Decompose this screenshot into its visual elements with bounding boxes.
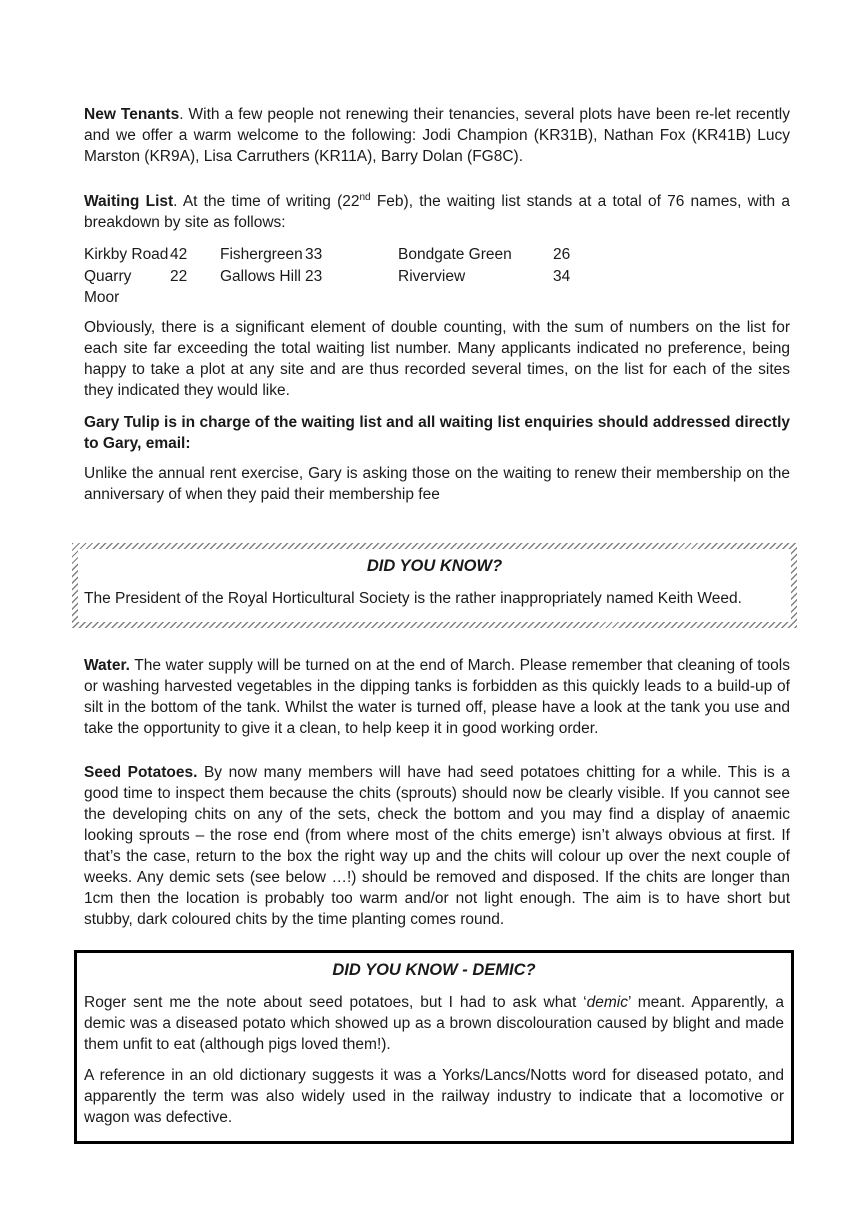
table-cell-site: Riverview (398, 267, 466, 285)
table-cell-count: 42 (170, 246, 188, 263)
did-you-know-title: DID YOU KNOW? (366, 556, 503, 575)
demic-paragraph-1 (84, 992, 784, 1055)
waiting-list-text-after-superscript: Feb), the waiting list stands at a total of 76 names, with a breakdown by site as follows: (84, 193, 790, 231)
new-tenants-heading: New Tenants (84, 106, 180, 123)
table-cell-site: Bondgate Green (398, 246, 512, 263)
seed-potatoes-heading: Seed Potatoes. (84, 763, 198, 781)
demic-box (74, 950, 794, 1144)
table-cell-count: 22 (170, 267, 188, 285)
water-heading: Water. (84, 656, 130, 674)
table-cell-site: Quarry Moor (84, 267, 132, 306)
table-cell-count: 34 (553, 267, 571, 285)
did-you-know-box (72, 543, 797, 628)
new-tenants-text: . With a few people not renewing their tenancies, several plots have been re-let recently and we offer a warm welcome to the following: Jodi Champion (KR31B), Nathan Fox (KR41B) Lucy Marston (KR9A), Lisa Carruthers (KR11A), Barry Dolan (FG8C). (84, 106, 790, 165)
seed-potatoes-text: By now many members will have had seed potatoes chitting for a while. This is a good time to inspect them because the chits (sprouts) should now be clearly visible. If you cannot see the developing chits on any of the sets, check the bottom and you may find a display of anaemic looking sprouts – the rose end (from where most of the chits emerge) isn’t always obvious at first. If that’s the case, return to the box the right way up and the chits will colour up over the next couple of weeks. Any demic sets (see below …!) should be removed and disposed. If the chits are longer than 1cm then the location is probably too warm and/or not light enough. The aim is to have short but stubby, dark coloured chits by the time planting comes round. (84, 763, 790, 928)
table-cell-count: 26 (553, 246, 571, 263)
demic-p1-after-italic: ’ meant. Apparently, a demic was a diseased potato which showed up as a brown discolouration caused by blight and made them unfit to eat (although pigs loved them!). (84, 993, 784, 1053)
paragraph-waiting-list (84, 191, 790, 233)
table-cell-site: Kirkby Road (84, 246, 169, 263)
paragraph-water (84, 655, 790, 739)
paragraph-gary-tulip: Gary Tulip is in charge of the waiting list and all waiting list enquiries should addressed directly to Gary, email: (84, 413, 790, 452)
table-cell-site: Fishergreen (220, 246, 303, 263)
table-cell-count: 23 (305, 267, 323, 285)
demic-p1-before-italic: Roger sent me the note about seed potatoes, but I had to ask what ‘ (84, 993, 587, 1011)
water-text: The water supply will be turned on at the end of March. Please remember that cleaning of tools or washing harvested vegetables in the dipping tanks is forbidden as this quickly leads to a build-up of silt in the bottom of the tank. Whilst the water is turned off, please have a look at the tank you use and take the opportunity to give it a clean, to help keep it in good working order. (84, 656, 790, 737)
waiting-list-text-before-superscript: . At the time of writing (22 (173, 193, 360, 210)
paragraph-membership-renewal: Unlike the annual rent exercise, Gary is asking those on the waiting to renew their membership on the anniversary of when they paid their membership fee (84, 464, 790, 503)
demic-box-title: DID YOU KNOW - DEMIC? (332, 960, 536, 979)
ordinal-superscript: nd (359, 191, 371, 203)
waiting-list-heading: Waiting List (84, 193, 174, 210)
paragraph-double-counting: Obviously, there is a significant element of double counting, with the sum of numbers on the list for each site far exceeding the total waiting list number. Many applicants indicated no preference, being happy to take a plot at any site and are thus recorded several times, on the list for each of the sites they indicated they would like. (84, 318, 790, 399)
did-you-know-box-inner (78, 549, 791, 622)
table-cell-site: Gallows Hill (220, 267, 301, 285)
waiting-list-table (84, 244, 790, 309)
did-you-know-text: The President of the Royal Horticultural Society is the rather inappropriately named Keith Weed. (84, 589, 742, 607)
paragraph-seed-potatoes (84, 762, 790, 930)
table-cell-count: 33 (305, 246, 323, 263)
demic-p1-italic-word: demic (586, 993, 628, 1011)
demic-paragraph-2: A reference in an old dictionary suggests it was a Yorks/Lancs/Notts word for diseased potato, and apparently the term was also widely used in the railway industry to indicate that a locomotive or wagon was defective. (84, 1066, 784, 1126)
paragraph-new-tenants (84, 104, 790, 167)
